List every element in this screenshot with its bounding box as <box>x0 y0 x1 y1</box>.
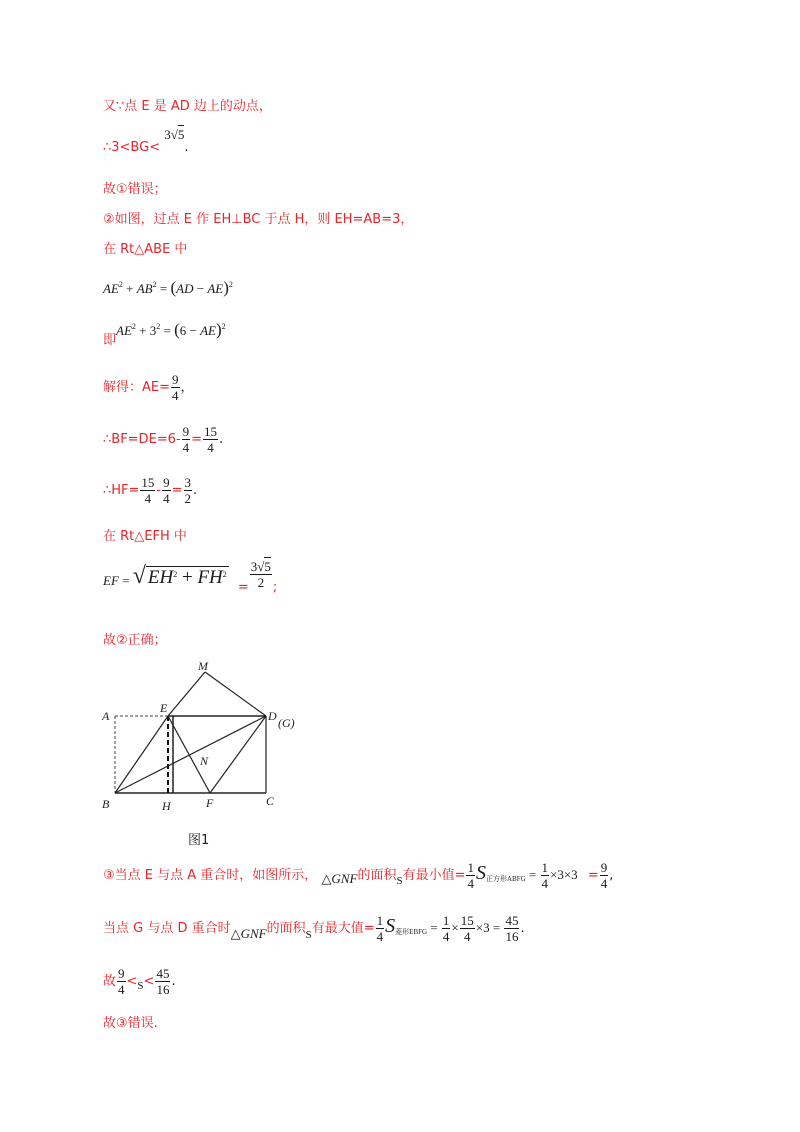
text-line-11: 在 Rt△EFH 中 <box>103 529 187 544</box>
segment-be <box>115 716 168 793</box>
text-line-range: 故 $\frac{9}{4}$ $<_S<$ $\frac{45}{16}$ . <box>103 966 176 997</box>
label-n: N <box>200 754 209 768</box>
label-m: M <box>198 659 208 673</box>
label-h: H <box>162 799 171 813</box>
equation-pythagoras: $AE^2 + AB^2 = (AD - AE)^2$ <box>103 278 233 297</box>
text-line-1: 又∵点 E 是 AD 边上的动点， <box>103 99 272 114</box>
text-line-17: 故③错误. <box>103 1016 158 1031</box>
text-line-solve-ae: 解得：AE= $\frac{9}{4}$ ， <box>103 372 194 403</box>
segment-em <box>168 672 205 716</box>
text-line-3: 故①错误； <box>103 182 167 197</box>
text-line-2: ∴3<BG< 3√5. <box>103 127 189 155</box>
label-a: A <box>102 709 110 723</box>
equation-substituted: 即$AE^2 + 3^2 = (6 - AE)^2$ <box>103 320 226 348</box>
label-g: (G) <box>278 716 295 730</box>
segment-md <box>205 672 266 716</box>
text-line-13: 故②正确； <box>103 633 167 648</box>
text-line-max: 当点 G 与点 D 重合时△GNF的面积$_S$有最大值= $\frac{1}{4}$ S菱形EBFG = $\frac{1}{4}$ × $\frac{15}{4}$ ×3 = $\frac{45}{16}$ . <box>103 913 525 944</box>
segment-df <box>210 716 266 793</box>
label-c: C <box>266 794 275 808</box>
text-line-5: 在 Rt△ABE 中 <box>103 242 188 257</box>
text-line-hf: ∴HF= $\frac{15}{4}$ - $\frac{9}{4}$ = $\frac{3}{2}$ . <box>103 475 198 506</box>
figure-caption: 图1 <box>188 833 210 848</box>
text-line-min: ③当点 E 与点 A 重合时，如图所示， △GNF的面积$_S$有最小值= $\frac{1}{4}$ S正方形ABFG = $\frac{1}{4}$ ×3×3 = $\frac{9}{4}$ , <box>103 860 614 891</box>
text-line-bf: ∴BF=DE=6- $\frac{9}{4}$ = $\frac{15}{4}$ . <box>103 424 224 455</box>
fraction-9-4: $\frac{9}{4}$ <box>172 372 179 403</box>
label-f: F <box>206 796 214 810</box>
segment-bd <box>115 716 266 793</box>
three-root-five: 3√5 <box>164 127 185 142</box>
text-line-4: ②如图，过点 E 作 EH⊥BC 于点 H，则 EH=AB=3， <box>103 212 414 227</box>
label-d: D <box>268 709 277 723</box>
geometry-figure <box>98 656 308 848</box>
label-e: E <box>160 701 168 715</box>
equation-ef: $_{EF}$ $_=$ √ $EH^2 + FH^2$ $_=$ $\frac{3√5}{2}$ $_;$ <box>103 559 278 595</box>
label-b: B <box>102 797 110 811</box>
